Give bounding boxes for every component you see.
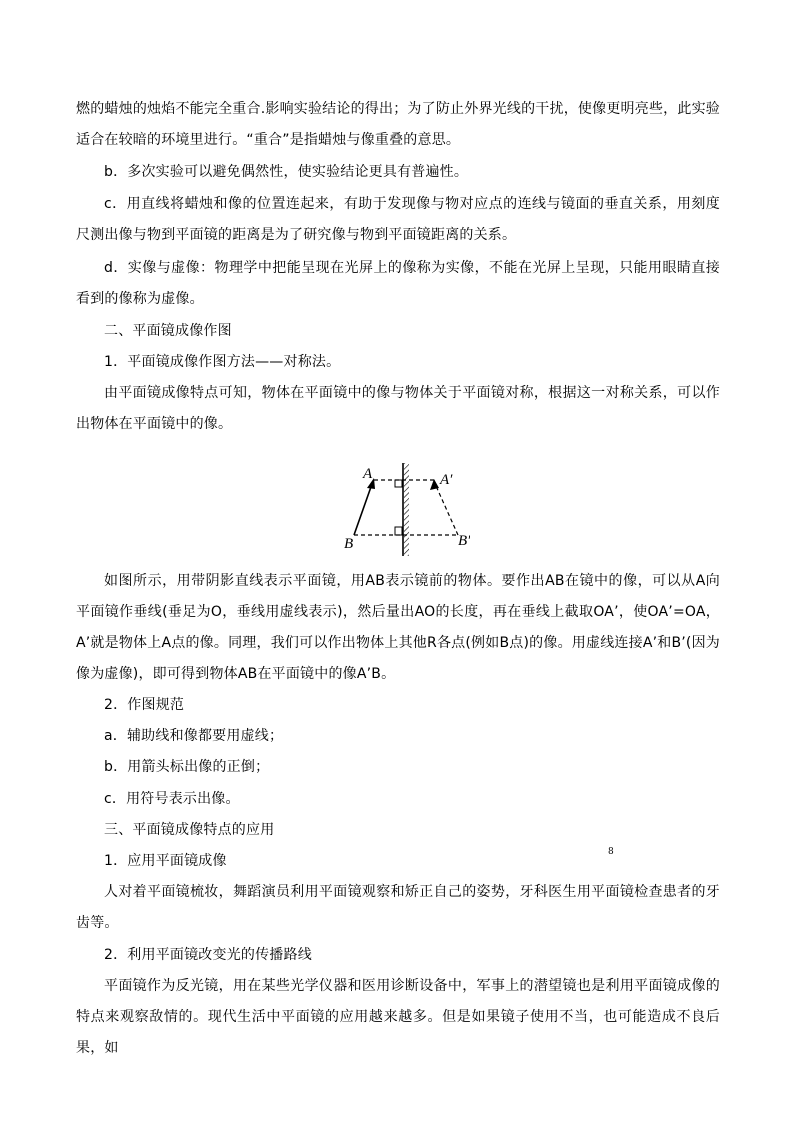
label-A: A xyxy=(363,466,373,482)
object-AB xyxy=(354,484,372,535)
list-item-a: a．辅助线和像都要用虚线； xyxy=(104,728,284,744)
page-mark: 8 xyxy=(608,847,614,857)
mirror-hatching xyxy=(404,463,409,556)
section-heading-3: 三、平面镜成像特点的应用 xyxy=(104,822,275,838)
list-item-c: c．用符号表示出像。 xyxy=(104,791,240,807)
list-item-b: b．用箭头标出像的正倒； xyxy=(104,759,270,775)
paragraph-item-b: b．多次实验可以避免偶然性，使实验结论更具有普遍性。 xyxy=(104,164,469,180)
right-angle-mark-B xyxy=(395,527,402,535)
right-angle-mark-A xyxy=(395,480,402,487)
subheading-3-2: 2．利用平面镜改变光的传播路线 xyxy=(104,947,312,963)
mirror-image-diagram xyxy=(330,458,470,558)
paragraph-item-c: c．用直线将蜡烛和像的位置连起来，有助于发现像与物对应点的连线与镜面的垂直关系，用刻度尺测出像与物到平面镜的距离是为了研究像与物到平面镜距离的关系。 xyxy=(76,196,720,243)
section-heading-2: 二、平面镜成像作图 xyxy=(104,323,232,339)
label-B-prime: B′ xyxy=(458,533,470,549)
label-A-prime: A′ xyxy=(440,472,453,488)
paragraph-candle-flame: 燃的蜡烛的烛焰不能完全重合.影响实验结论的得出；为了防止外界光线的干扰，使像更明亮些，此实验适合在较暗的环境里进行。“重合”是指蜡烛与像重叠的意思。 xyxy=(76,101,720,148)
paragraph-reflector: 平面镜作为反光镜，用在某些光学仪器和医用诊断设备中，军事上的潜望镜也是利用平面镜成像的特点来观察敌情的。现代生活中平面镜的应用越来越多。但是如果镜子使用不当，也可能造成不良后果，如 xyxy=(76,978,720,1056)
subheading-3-1: 1．应用平面镜成像 xyxy=(104,853,227,869)
subheading-2-2: 2．作图规范 xyxy=(104,697,185,713)
image-A-prime-B-prime xyxy=(436,486,458,535)
paragraph-mirror-uses: 人对着平面镜梳妆，舞蹈演员利用平面镜观察和矫正自己的姿势，牙科医生用平面镜检查患者的牙齿等。 xyxy=(76,884,720,931)
paragraph-figure-explanation: 如图所示，用带阴影直线表示平面镜，用AB表示镜前的物体。要作出AB在镜中的像，可以从A向平面镜作垂线(垂足为O，垂线用虚线表示)，然后量出AO的长度，再在垂线上截取OA’，使OA’=OA，A’就是物体上A点的像。同理，我们可以作出物体上其他R各点(例如B点)的像。用虚线连接A’和B’(因为像为虚像)，即可得到物体AB在平面镜中的像A’B。 xyxy=(76,573,720,682)
paragraph-symmetry: 由平面镜成像特点可知，物体在平面镜中的像与物体关于平面镜对称，根据这一对称关系，可以作出物体在平面镜中的像。 xyxy=(76,385,720,432)
label-B: B xyxy=(344,536,354,552)
subheading-2-1: 1．平面镜成像作图方法——对称法。 xyxy=(104,354,341,370)
paragraph-item-d: d．实像与虚像：物理学中把能呈现在光屏上的像称为实像，不能在光屏上呈现，只能用眼睛直接看到的像称为虚像。 xyxy=(76,260,720,307)
